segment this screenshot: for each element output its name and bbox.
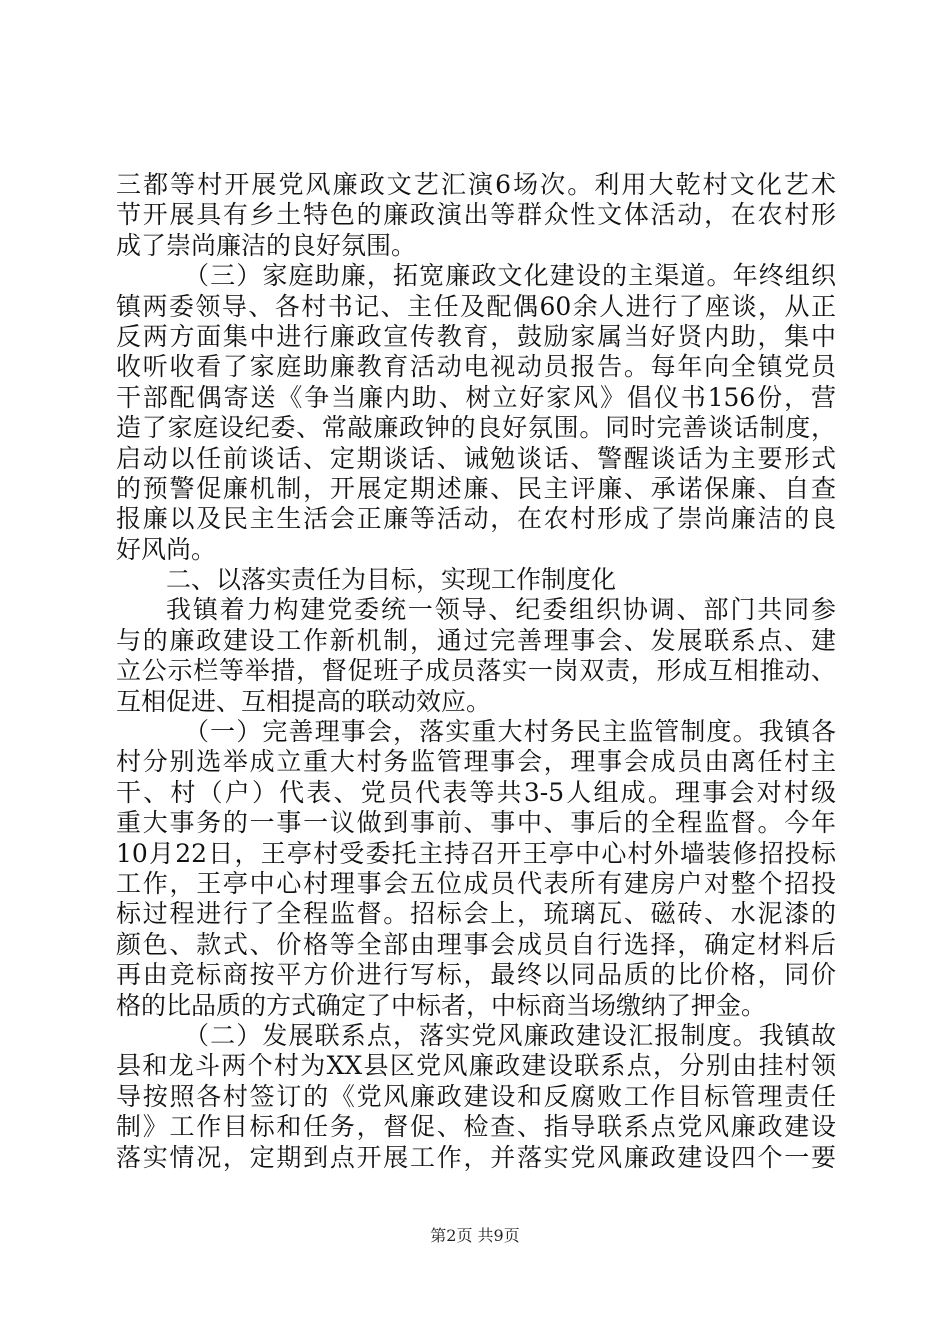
text-line: 颜色、款式、价格等全部由理事会成员自行选择，确定材料后 <box>116 929 836 959</box>
text-line: （二）发展联系点，落实党风廉政建设汇报制度。我镇故 <box>184 1020 836 1050</box>
text-line: 成了崇尚廉洁的良好氛围。 <box>116 230 417 260</box>
text-line: 节开展具有乡土特色的廉政演出等群众性文体活动，在农村形 <box>116 200 836 230</box>
text-line: 导按照各村签订的《党风廉政建设和反腐败工作目标管理责任 <box>116 1081 836 1111</box>
text-line: 我镇着力构建党委统一领导、纪委组织协调、部门共同参 <box>166 595 836 625</box>
text-line: 10月22日，王亭村受委托主持召开王亭中心村外墙装修招投标 <box>116 838 836 868</box>
text-line: 重大事务的一事一议做到事前、事中、事后的全程监督。今年 <box>116 808 836 838</box>
text-line: 落实情况，定期到点开展工作，并落实党风廉政建设四个一要 <box>116 1142 836 1172</box>
text-line: （一）完善理事会，落实重大村务民主监管制度。我镇各 <box>184 717 836 747</box>
document-body <box>116 170 836 1173</box>
text-line: 制》工作目标和任务，督促、检查、指导联系点党风廉政建设 <box>116 1112 836 1142</box>
text-line: 报廉以及民主生活会正廉等活动，在农村形成了崇尚廉洁的良 <box>116 504 836 534</box>
text-line: 收听收看了家庭助廉教育活动电视动员报告。每年向全镇党员 <box>116 352 836 382</box>
text-line: 格的比品质的方式确定了中标者，中标商当场缴纳了押金。 <box>116 990 767 1020</box>
text-line: 立公示栏等举措，督促班子成员落实一岗双责，形成互相推动、 <box>116 656 836 686</box>
text-line: 标过程进行了全程监督。招标会上，琉璃瓦、磁砖、水泥漆的 <box>116 899 836 929</box>
text-line: 工作，王亭中心村理事会五位成员代表所有建房户对整个招投 <box>116 868 836 898</box>
text-line: 三都等村开展党风廉政文艺汇演6场次。利用大乾村文化艺术 <box>116 170 836 199</box>
section-heading: 二、以落实责任为目标，实现工作制度化 <box>166 565 617 595</box>
text-line: 县和龙斗两个村为XX县区党风廉政建设联系点，分别由挂村领 <box>116 1051 836 1081</box>
text-line: 互相促进、互相提高的联动效应。 <box>116 686 492 716</box>
text-line: 镇两委领导、各村书记、主任及配偶60余人进行了座谈，从正 <box>116 291 836 321</box>
text-line: （三）家庭助廉，拓宽廉政文化建设的主渠道。年终组织 <box>184 261 836 291</box>
text-line: 与的廉政建设工作新机制，通过完善理事会、发展联系点、建 <box>116 625 836 655</box>
text-line: 村分别选举成立重大村务监管理事会，理事会成员由离任村主 <box>116 747 836 777</box>
text-line: 干、村（户）代表、党员代表等共3-5人组成。理事会对村级 <box>116 777 836 807</box>
text-line: 干部配偶寄送《争当廉内助、树立好家风》倡仪书156份，营 <box>116 382 836 412</box>
text-line: 启动以任前谈话、定期谈话、诫勉谈话、警醒谈话为主要形式 <box>116 443 836 473</box>
page-footer: 第2页 共9页 <box>430 1226 520 1245</box>
text-line: 反两方面集中进行廉政宣传教育，鼓励家属当好贤内助，集中 <box>116 321 836 351</box>
text-line: 好风尚。 <box>116 534 217 564</box>
text-line: 的预警促廉机制，开展定期述廉、民主评廉、承诺保廉、自查 <box>116 473 836 503</box>
text-line: 造了家庭设纪委、常敲廉政钟的良好氛围。同时完善谈话制度， <box>116 413 836 443</box>
text-line: 再由竞标商按平方价进行写标，最终以同品质的比价格，同价 <box>116 960 836 990</box>
